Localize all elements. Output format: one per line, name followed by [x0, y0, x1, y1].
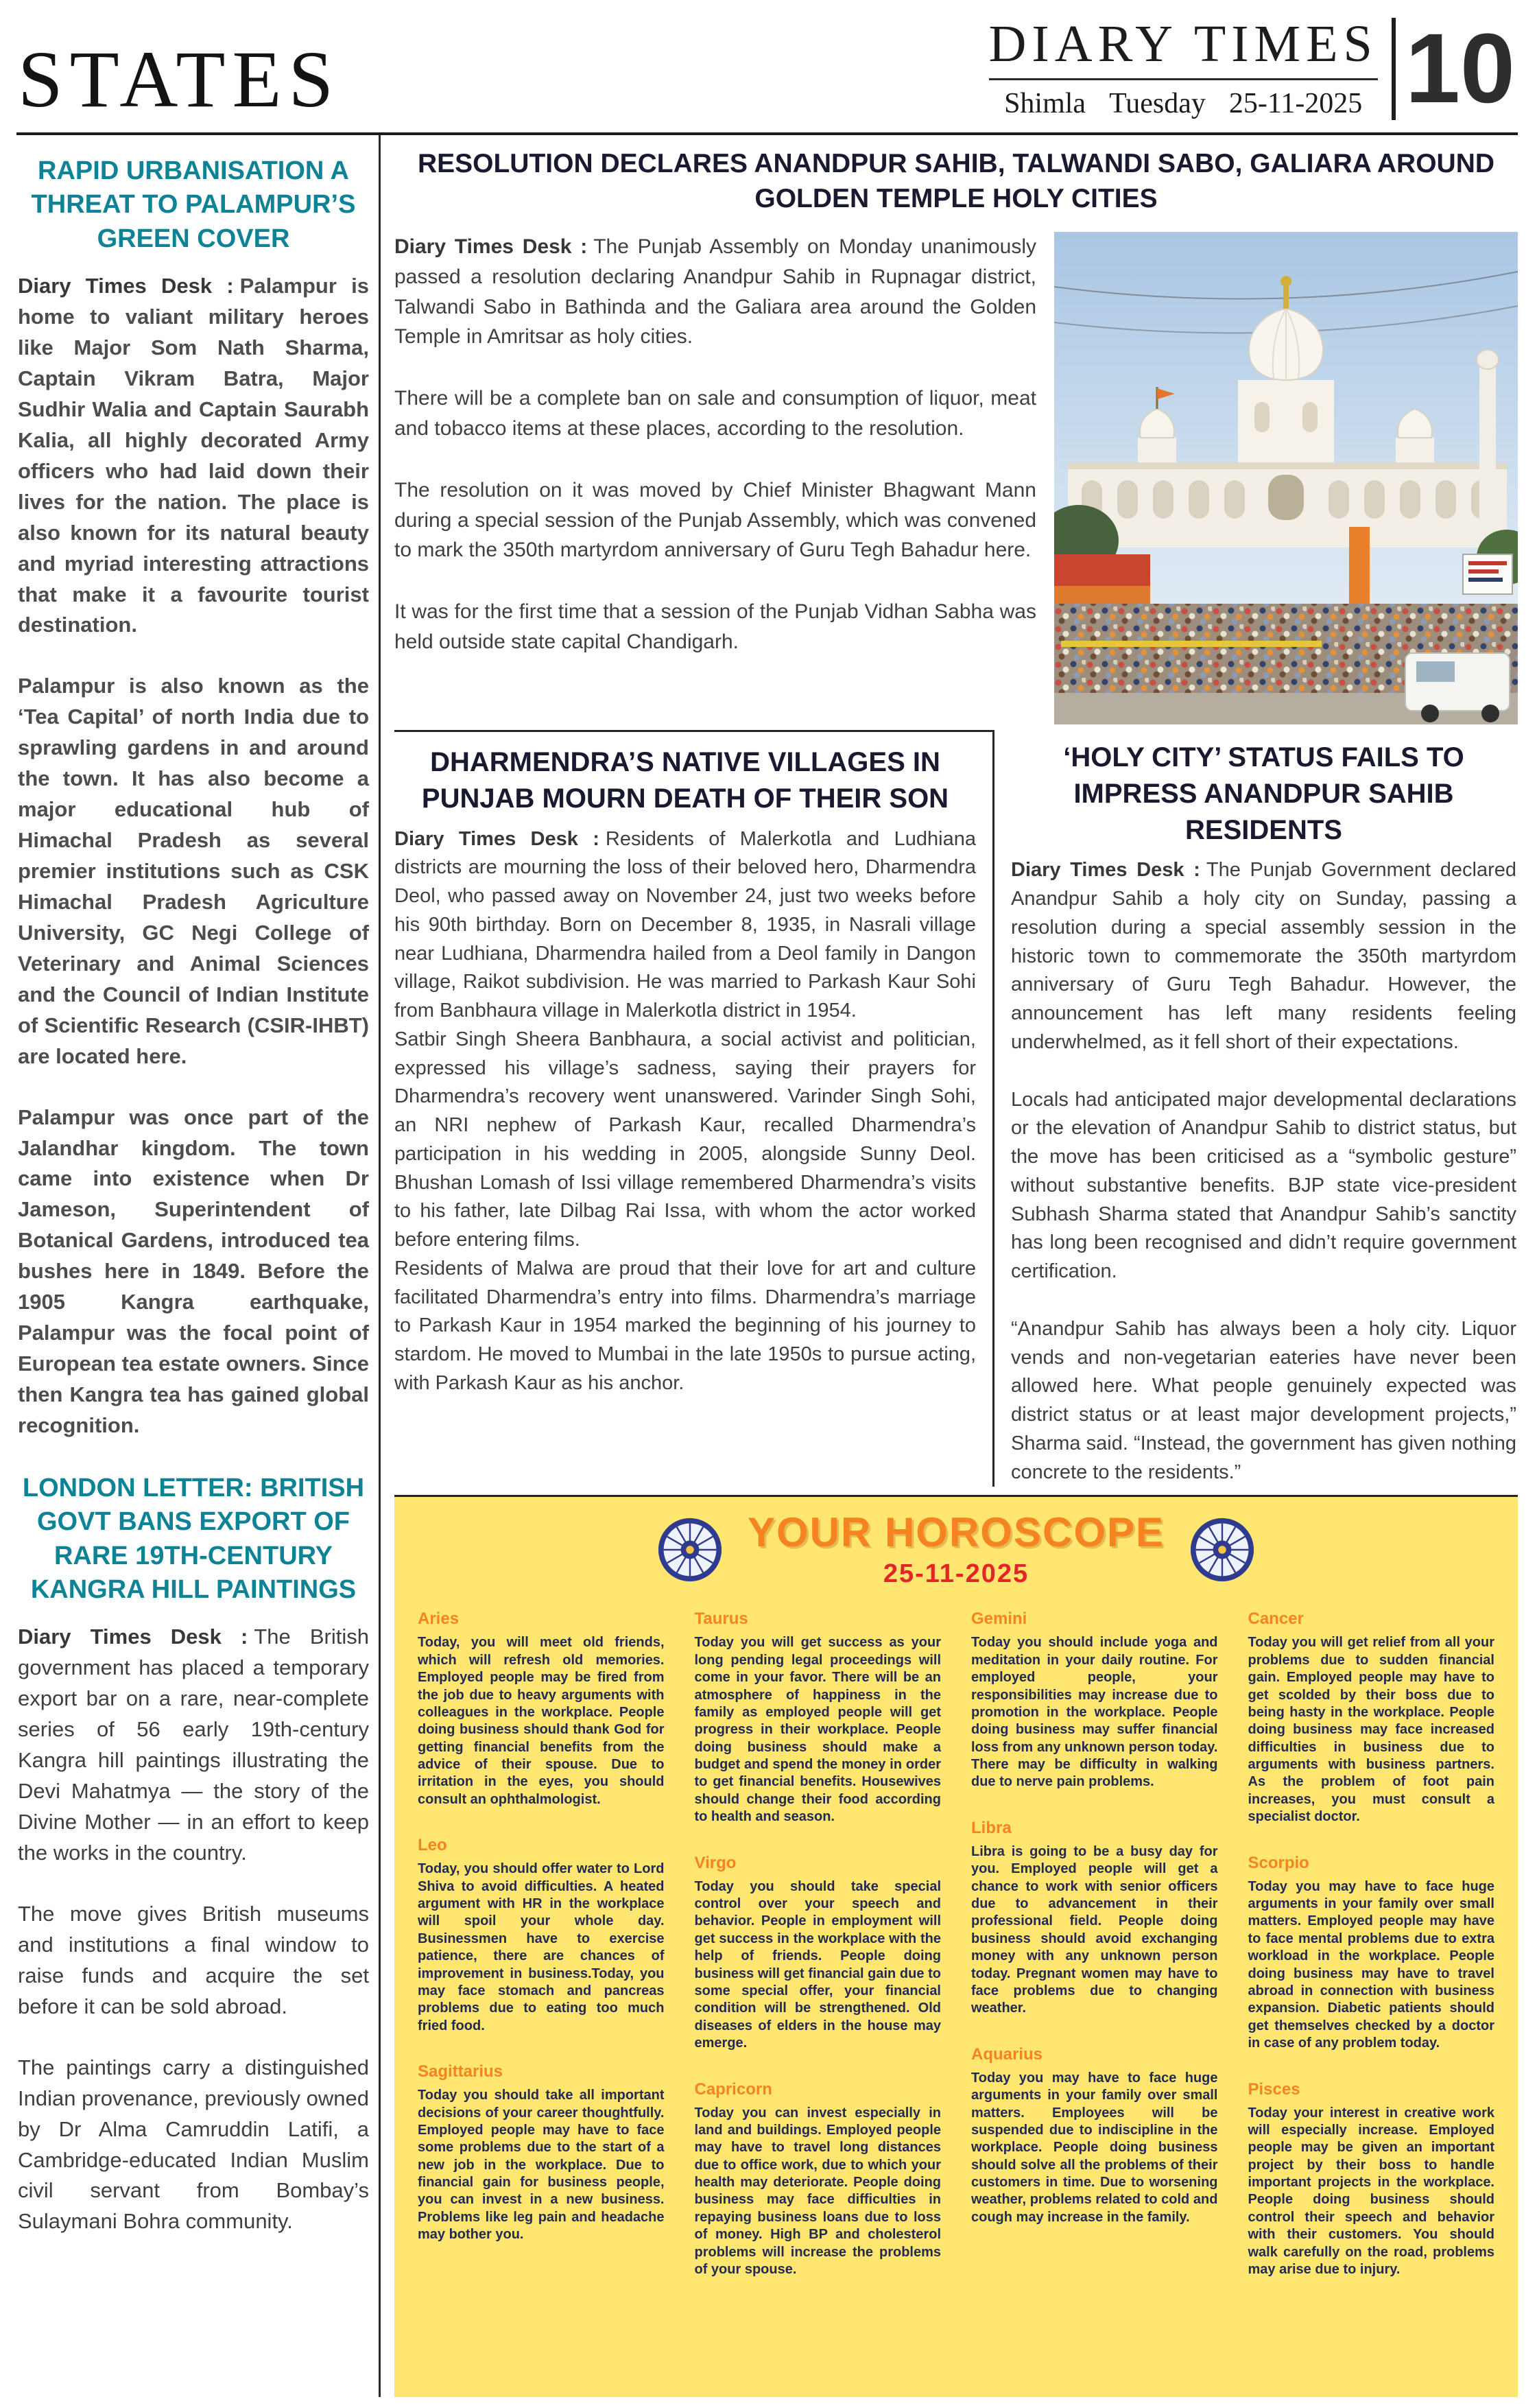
horoscope-text: Today, you should offer water to Lord Shiva to avoid difficulties. A heated argument with HR in the workplace will spoil your whole day. Businessmen have to exercise patience, there are chances of improvement in business.Today, you may face stomach and pancreas problems due to eating too much fried food. — [418, 1861, 665, 2033]
article-body — [18, 271, 369, 1441]
article-paragraph — [394, 232, 1036, 352]
horoscope-entry-virgo — [695, 1854, 942, 2053]
horoscope-sign: Aquarius — [971, 2044, 1043, 2064]
masthead-dateline — [989, 78, 1378, 120]
main-column — [381, 135, 1518, 2397]
section-title: STATES — [18, 34, 341, 124]
paragraph-text: The Punjab Assembly on Monday unanimously passed a resolution declaring Anandpur Sahib in Rupnagar district, Talwandi Sabo in Bathinda and the Galiara area around the Golden Temple in Amritsar as holy cities. — [394, 235, 1037, 349]
horoscope-entry-cancer — [1248, 1609, 1495, 1826]
byline: Diary Times Desk : — [394, 827, 599, 850]
horoscope-text: Today you will get relief from all your problems due to sudden financial gain. Employed people may have to get scolded by their boss due to being hasty in the workplace. People doing business may face increased difficulties in business due to arguments with business partners. As the problem of foot pain increases, you must consult a specialist doctor. — [1248, 1635, 1494, 1825]
horoscope-sign: Virgo — [694, 1853, 737, 1872]
horoscope-text: Today you may have to face huge arguments in your family over small matters. Employed people may have to face mental problems due to extra workload in the workplace. People doing business may have to travel abroad in connection with business expansion. Diabetic patients should get themselves checked by a doctor in case of any problem today. — [1248, 1878, 1494, 2051]
zodiac-wheel-icon — [657, 1517, 723, 1583]
horoscope-sign: Leo — [418, 1836, 447, 1855]
article-body — [18, 1622, 369, 2237]
paragraph-text: Palampur is home to valiant military heroes like Major Som Nath Sharma, Captain Vikram Batra, Major Sudhir Walia and Captain Saurabh Kalia, all highly decorated Army officers who had laid down their lives for the nation. The place is also known for its natural beauty and myriad interesting attractions that make it a favourite tourist destination. — [18, 274, 369, 637]
horoscope-column-3 — [971, 1609, 1218, 2278]
horoscope-entry-gemini — [971, 1609, 1218, 1791]
horoscope-entry-aquarius — [971, 2045, 1218, 2227]
article-paragraph — [1011, 856, 1516, 1057]
article-green-cover — [18, 154, 369, 1441]
zodiac-wheel-icon — [1189, 1517, 1255, 1583]
article-paragraph: “Anandpur Sahib has always been a holy city. Liquor vends and non-vegetarian eateries have never been allowed here. What people genuinely expected was district status or at least major development projects,” Sharma said. “Instead, the government has given nothing concrete to the residents.” — [1011, 1317, 1516, 1483]
horoscope-text: Today you should take special control over your speech and behavior. People in employment will get success in the workplace with the help of friends. People doing business will get financial gain due to some special offer, your financial condition will be strengthened. Old diseases of elders in the house may emerge. — [694, 1878, 941, 2051]
horoscope-sign: Cancer — [1248, 1609, 1304, 1629]
article-paragraph: Palampur was once part of the Jalandhar kingdom. The town came into existence when Dr Jameson, Superintendent of Botanical Gardens, introduced tea bushes here in 1849. Before the 1905 Kangra earthquake, Palampur was the focal point of European tea estate owners. Since then Kangra tea has gained global recognition. — [18, 1105, 369, 1437]
horoscope-sign: Pisces — [1248, 2079, 1300, 2099]
article-body — [1011, 856, 1516, 1487]
byline: Diary Times Desk : — [1011, 859, 1200, 882]
article-paragraph — [18, 271, 369, 641]
page-header — [16, 14, 1518, 132]
article-london-letter — [18, 1472, 369, 2237]
horoscope-title: YOUR HOROSCOPE — [747, 1509, 1165, 1556]
horoscope-text: Today your interest in creative work will especially increase. Employed people may be given an important project by their boss to handle important projects in the workplace. People doing business should control their speech and behavior with their customers. You should walk carefully on the road, problems may arise due to injury. — [1248, 2105, 1494, 2278]
horoscope-sign: Capricorn — [694, 2079, 772, 2099]
page-content — [16, 135, 1518, 2397]
article-paragraph: Residents of Malwa are proud that their love for art and culture facilitated Dharmendra’s entry into films. Dharmendra’s marriage to Parkash Kaur in 1954 marked the beginning of his journey to stardom. He moved to Mumbai in the late 1950s to pursue acting, with Parkash Kaur as his anchor. — [394, 1257, 976, 1394]
article-row — [394, 232, 1518, 724]
horoscope-text: Today you should take all important decisions of your career thoughtfully. Employed people may have to face some problems due to the start of a new job in the workplace. Due to financial gain for business people, you can invest in a new business. Problems like leg pain and headache may bother you. — [418, 2088, 665, 2243]
article-paragraph: The resolution on it was moved by Chief Minister Bhagwant Mann during a special session of the Punjab Assembly, which was convened to mark the 350th martyrdom anniversary of Guru Tegh Bahadur here. — [394, 478, 1036, 562]
byline: Diary Times Desk : — [18, 274, 234, 298]
article-photo — [1054, 232, 1518, 724]
horoscope-entry-scorpio — [1248, 1854, 1495, 2053]
article-paragraph: It was for the first time that a session of the Punjab Vidhan Sabha was held outside state capital Chandigarh. — [394, 600, 1036, 653]
article-body — [394, 232, 1036, 724]
article-dharmendra — [394, 730, 992, 1487]
horoscope-date: 25-11-2025 — [883, 1559, 1029, 1589]
paragraph-text: The British government has placed a temporary export bar on a rare, near-complete series of 56 early 19th-century Kangra hill paintings illustrating the Devi Mahatmya — the story of the Divine Mother — in an effort to keep the works in the country. — [18, 1625, 369, 1865]
horoscope-text: Today you may have to face huge arguments in your family over small matters. Employees will be suspended due to indiscipline in the workplace. People doing business should solve all the problems of their customers in time. Due to worsening weather, problems related to cold and cough may increase in the family. — [971, 2070, 1218, 2225]
byline: Diary Times Desk : — [18, 1625, 248, 1649]
horoscope-sign: Aries — [418, 1609, 460, 1629]
left-column — [16, 135, 379, 2397]
dateline-place: Shimla — [1004, 88, 1086, 119]
horoscope-sign: Taurus — [694, 1609, 748, 1629]
article-headline: ‘HOLY CITY’ STATUS FAILS TO IMPRESS ANANDPUR SAHIB RESIDENTS — [1063, 742, 1464, 845]
article-paragraph — [394, 825, 976, 1026]
masthead-block — [988, 13, 1515, 124]
horoscope-entry-taurus — [695, 1609, 942, 1826]
article-holy-cities-resolution — [394, 135, 1518, 724]
horoscope-sign: Sagittarius — [418, 2062, 503, 2081]
two-column-section — [394, 730, 1518, 1487]
horoscope-column-4 — [1248, 1609, 1495, 2278]
horoscope-entry-leo — [418, 1836, 665, 2035]
horoscope-sign: Scorpio — [1248, 1853, 1309, 1872]
dateline-date: 25-11-2025 — [1228, 88, 1363, 119]
article-paragraph — [18, 1622, 369, 1869]
masthead-center — [988, 15, 1378, 120]
article-headline: DHARMENDRA’S NATIVE VILLAGES IN PUNJAB MOURN DEATH OF THEIR SON — [421, 746, 949, 814]
article-paragraph: There will be a complete ban on sale and consumption of liquor, meat and tobacco items at these places, according to the resolution. — [394, 387, 1036, 440]
horoscope-column-1 — [418, 1609, 665, 2278]
horoscope-text: Today, you will meet old friends, which will refresh old memories. Employed people may be fired from the job due to heavy arguments with colleagues in the workplace. People doing business should thank God for getting financial benefits from the advice of their spouse. Due to irritation in the eyes, you should consult an ophthalmologist. — [418, 1635, 665, 1807]
article-body — [394, 825, 976, 1398]
byline: Diary Times Desk : — [394, 235, 588, 258]
article-headline: RESOLUTION DECLARES ANANDPUR SAHIB, TALWANDI SABO, GALIARA AROUND GOLDEN TEMPLE HOLY CITIES — [417, 149, 1495, 214]
article-paragraph: Satbir Singh Sheera Banbhaura, a social activist and politician, expressed his village’s sadness, saying their prayers for Dharmendra’s recovery went unanswered. Varinder Singh Sohi, an NRI nephew of Parkash Kaur, recalled Dharmendra’s participation in his wedding in 2005, alongside Sunny Deol. Bhushan Lomash of Issi village remembered Dharmendra’s visits to his father, late Dilbag Rai Issa, with whom the actor worked before entering films. — [394, 1028, 976, 1251]
dateline-day: Tuesday — [1109, 88, 1206, 119]
gurdwara-photo-illustration — [1054, 232, 1518, 724]
article-headline: RAPID URBANISATION A THREAT TO PALAMPUR’S GREEN COVER — [31, 156, 356, 253]
paragraph-text: Residents of Malerkotla and Ludhiana districts are mourning the loss of their beloved hero, Dharmendra Deol, who passed away on November 24, just two weeks before his 90th birthday. Born on December 8, 1935, in Nasrali village near Ludhiana, Dharmendra hailed from a Deol family in Dangon village, Raikot subdivision. He was married to Parkash Kaur Sohi from Banbhaura village in Malerkotla district in 1954. — [394, 827, 976, 1022]
article-holy-city-status — [992, 730, 1518, 1487]
article-paragraph: Locals had anticipated major developmental declarations or the elevation of Anandpur Sahib to district status, but the move has been criticised as a “symbolic gesture” without substantive benefits. BJP state vice-president Subhash Sharma stated that Anandpur Sahib’s sanctity has long been recognised and didn’t require government certification. — [1011, 1088, 1516, 1283]
horoscope-section — [394, 1495, 1518, 2397]
horoscope-grid — [418, 1609, 1494, 2278]
horoscope-sign: Gemini — [971, 1609, 1027, 1629]
masthead-title: DIARY TIMES — [988, 15, 1378, 73]
horoscope-text: Today you can invest especially in land and buildings. Employed people may have to travel long distances due to office work, due to which your health may deteriorate. People doing business may face difficulties in repaying business loans due to loss of money. High BP and cholesterol problems will increase the problems of your spouse. — [694, 2105, 941, 2278]
horoscope-entry-libra — [971, 1819, 1218, 2018]
horoscope-sign: Libra — [971, 1818, 1012, 1837]
horoscope-header — [418, 1511, 1494, 1589]
horoscope-entry-pisces — [1248, 2080, 1495, 2279]
article-paragraph: The move gives British museums and institutions a final window to raise funds and acquire the set before it can be sold abroad. — [18, 1901, 369, 2018]
article-paragraph: Palampur is also known as the ‘Tea Capital’ of north India due to sprawling gardens in and around the town. It has also become a major educational hub of Himachal Pradesh as several premier institutions such as CSK Himachal Pradesh Agriculture University, GC Negi College of Veterinary and Animal Sciences and the Council of Indian Institute of Scientific Research (CSIR-IHBT) are located here. — [18, 674, 369, 1068]
horoscope-entry-sagittarius — [418, 2062, 665, 2244]
horoscope-text: Today you should include yoga and meditation in your daily routine. For employed people, your responsibilities may increase due to promotion in the workplace. People doing business may suffer financial loss from any unknown person today. There may be difficulty in walking due to nerve pain problems. — [971, 1635, 1218, 1790]
horoscope-title-block — [748, 1511, 1165, 1589]
page-number-box — [1392, 13, 1515, 124]
horoscope-entry-aries — [418, 1609, 665, 1808]
page-number: 10 — [1405, 13, 1515, 124]
article-headline: LONDON LETTER: BRITISH GOVT BANS EXPORT OF RARE 19TH-CENTURY KANGRA HILL PAINTINGS — [22, 1473, 365, 1605]
horoscope-column-2 — [695, 1609, 942, 2278]
horoscope-text: Today you will get success as your long pending legal proceedings will come in your favor. There will be an atmosphere of happiness in the family as employed people will get progress in their workplace. People doing business should make a budget and spend the money in order to get financial benefits. Housewives should change their food according to health and season. — [694, 1635, 941, 1825]
article-paragraph: The paintings carry a distinguished Indian provenance, previously owned by Dr Alma Camruddin Latifi, a Cambridge-educated Indian Muslim civil servant from Bombay’s Sulaymani Bohra community. — [18, 2055, 369, 2234]
paragraph-text: The Punjab Government declared Anandpur Sahib a holy city on Sunday, passing a resolution during a special assembly session in the historic town to commemorate the 350th martyrdom anniversary of Guru Tegh Bahadur. However, the announcement has left many residents feeling underwhelmed, as it fell short of their expectations. — [1011, 859, 1516, 1053]
horoscope-entry-capricorn — [695, 2080, 942, 2279]
horoscope-text: Libra is going to be a busy day for you. Employed people will get a chance to work with senior officers due to advancement in their professional field. People doing business should avoid exchanging money with any unknown person today. Pregnant women may have to face problems due to changing weather. — [971, 1843, 1218, 2016]
